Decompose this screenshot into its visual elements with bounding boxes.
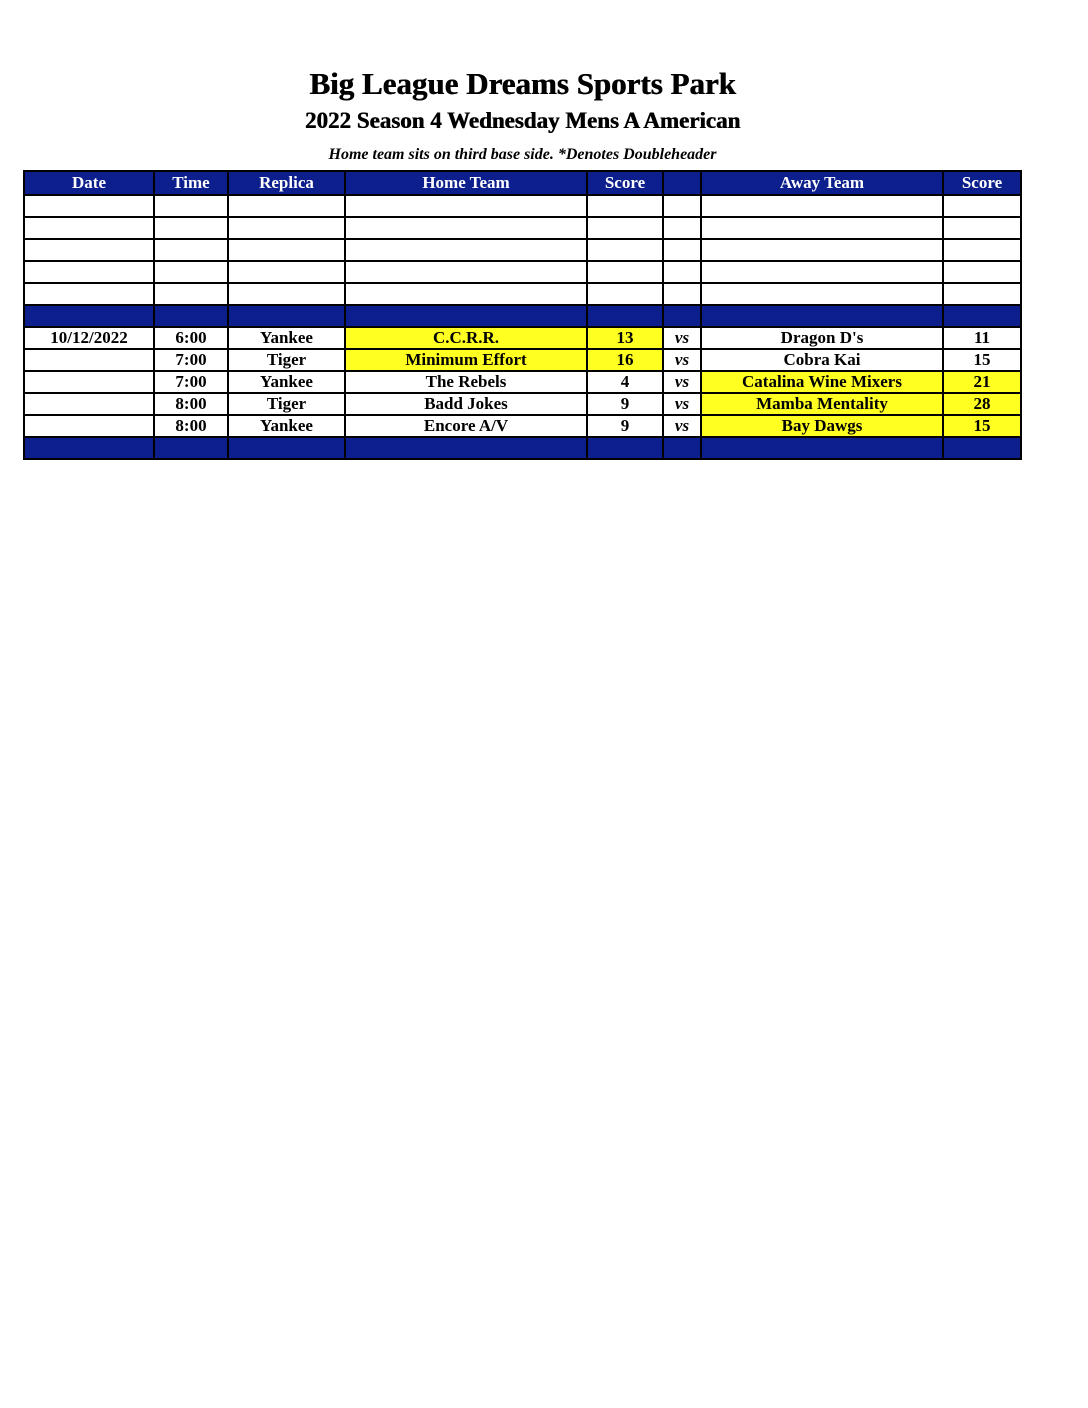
game-replica-field: Tiger	[228, 393, 345, 415]
game-time: 7:00	[154, 349, 228, 371]
column-header-away-team: Away Team	[701, 171, 943, 195]
vs-label: vs	[663, 349, 701, 371]
game-replica-field: Yankee	[228, 327, 345, 349]
home-team: Encore A/V	[345, 415, 587, 437]
game-time: 8:00	[154, 415, 228, 437]
empty-cell	[663, 239, 701, 261]
column-header-home-score: Score	[587, 171, 663, 195]
band-cell	[663, 437, 701, 459]
game-replica-field: Yankee	[228, 415, 345, 437]
empty-cell	[228, 217, 345, 239]
band-cell	[24, 437, 154, 459]
empty-row	[24, 239, 1021, 261]
band-cell	[587, 437, 663, 459]
band-cell	[663, 305, 701, 327]
empty-cell	[24, 283, 154, 305]
band-cell	[701, 437, 943, 459]
game-replica-field: Tiger	[228, 349, 345, 371]
game-date	[24, 393, 154, 415]
band-cell	[24, 305, 154, 327]
empty-cell	[663, 195, 701, 217]
away-score: 28	[943, 393, 1021, 415]
separator-band	[24, 437, 1021, 459]
home-team: Badd Jokes	[345, 393, 587, 415]
home-score: 9	[587, 415, 663, 437]
away-score: 15	[943, 415, 1021, 437]
game-date	[24, 415, 154, 437]
empty-cell	[663, 261, 701, 283]
column-header-home-team: Home Team	[345, 171, 587, 195]
empty-row	[24, 217, 1021, 239]
away-score: 11	[943, 327, 1021, 349]
empty-row	[24, 283, 1021, 305]
separator-band	[24, 305, 1021, 327]
home-score: 13	[587, 327, 663, 349]
empty-row	[24, 195, 1021, 217]
column-header-vs	[663, 171, 701, 195]
empty-cell	[701, 195, 943, 217]
away-team: Dragon D's	[701, 327, 943, 349]
empty-cell	[345, 195, 587, 217]
empty-cell	[663, 217, 701, 239]
band-cell	[228, 305, 345, 327]
band-cell	[701, 305, 943, 327]
away-team: Mamba Mentality	[701, 393, 943, 415]
empty-cell	[587, 239, 663, 261]
away-team: Bay Dawgs	[701, 415, 943, 437]
table-row	[24, 349, 1021, 371]
empty-cell	[943, 261, 1021, 283]
empty-cell	[345, 239, 587, 261]
empty-cell	[228, 239, 345, 261]
empty-cell	[154, 217, 228, 239]
empty-cell	[24, 239, 154, 261]
band-cell	[587, 305, 663, 327]
band-cell	[154, 437, 228, 459]
band-cell	[943, 437, 1021, 459]
band-cell	[345, 305, 587, 327]
game-time: 8:00	[154, 393, 228, 415]
empty-cell	[228, 283, 345, 305]
band-cell	[943, 305, 1021, 327]
empty-cell	[943, 217, 1021, 239]
doubleheader-note: Home team sits on third base side. *Denotes Doubleheader	[328, 146, 717, 163]
home-team: Minimum Effort	[345, 349, 587, 371]
game-time: 6:00	[154, 327, 228, 349]
vs-label: vs	[663, 393, 701, 415]
band-cell	[154, 305, 228, 327]
empty-cell	[154, 283, 228, 305]
table-row	[24, 327, 1021, 349]
game-time: 7:00	[154, 371, 228, 393]
game-date	[24, 349, 154, 371]
empty-cell	[701, 239, 943, 261]
empty-cell	[701, 283, 943, 305]
page-title: Big League Dreams Sports Park	[309, 66, 736, 101]
page-subtitle: 2022 Season 4 Wednesday Mens A American	[304, 108, 741, 133]
empty-cell	[701, 261, 943, 283]
empty-cell	[24, 261, 154, 283]
band-cell	[345, 437, 587, 459]
table-header-row	[24, 171, 1021, 195]
home-score: 16	[587, 349, 663, 371]
column-header-time: Time	[154, 171, 228, 195]
empty-cell	[154, 261, 228, 283]
empty-cell	[943, 239, 1021, 261]
empty-cell	[228, 195, 345, 217]
empty-cell	[345, 217, 587, 239]
empty-cell	[587, 283, 663, 305]
vs-label: vs	[663, 415, 701, 437]
empty-cell	[587, 195, 663, 217]
empty-cell	[701, 217, 943, 239]
band-cell	[228, 437, 345, 459]
vs-label: vs	[663, 327, 701, 349]
table-row	[24, 415, 1021, 437]
schedule-body	[24, 195, 1021, 459]
empty-cell	[24, 217, 154, 239]
empty-cell	[663, 283, 701, 305]
empty-cell	[24, 195, 154, 217]
empty-cell	[943, 195, 1021, 217]
game-date: 10/12/2022	[24, 327, 154, 349]
away-team: Cobra Kai	[701, 349, 943, 371]
game-replica-field: Yankee	[228, 371, 345, 393]
empty-cell	[345, 283, 587, 305]
away-score: 21	[943, 371, 1021, 393]
home-score: 4	[587, 371, 663, 393]
empty-cell	[228, 261, 345, 283]
table-row	[24, 371, 1021, 393]
empty-cell	[587, 261, 663, 283]
game-date	[24, 371, 154, 393]
table-row	[24, 393, 1021, 415]
home-team: C.C.R.R.	[345, 327, 587, 349]
empty-row	[24, 261, 1021, 283]
empty-cell	[154, 195, 228, 217]
away-score: 15	[943, 349, 1021, 371]
away-team: Catalina Wine Mixers	[701, 371, 943, 393]
empty-cell	[587, 217, 663, 239]
vs-label: vs	[663, 371, 701, 393]
home-team: The Rebels	[345, 371, 587, 393]
column-header-away-score: Score	[943, 171, 1021, 195]
empty-cell	[154, 239, 228, 261]
column-header-date: Date	[24, 171, 154, 195]
home-score: 9	[587, 393, 663, 415]
column-header-replica: Replica	[228, 171, 345, 195]
empty-cell	[345, 261, 587, 283]
empty-cell	[943, 283, 1021, 305]
schedule-table	[23, 170, 1022, 460]
